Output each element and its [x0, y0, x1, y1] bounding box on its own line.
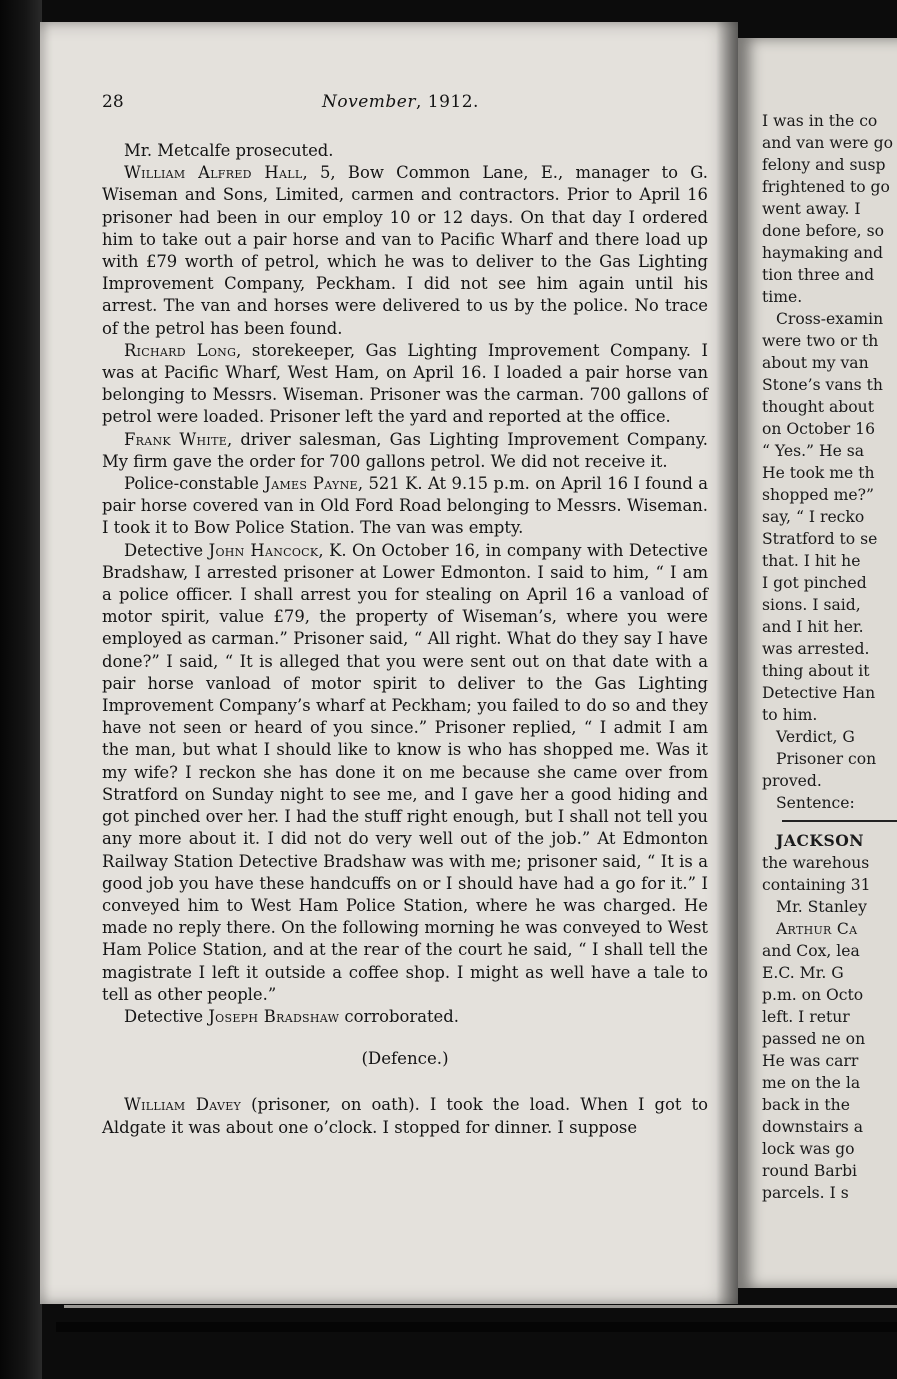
fragment-line: felony and susp: [762, 156, 886, 174]
fragment-line: containing 31: [762, 876, 871, 894]
fragment-line: time.: [762, 288, 803, 306]
witness-name: Frank White: [124, 429, 228, 449]
fragment-line: me on the la: [762, 1074, 861, 1092]
fragment-line: He was carr: [762, 1052, 859, 1070]
fragment-line: shopped me?”: [762, 486, 874, 504]
fragment-line: thing about it: [762, 662, 870, 680]
fragment-line: left. I retur: [762, 1008, 850, 1026]
section-heading-defence: (Defence.): [361, 1049, 449, 1069]
fragment-line: He took me th: [762, 464, 875, 482]
paragraph-hancock: [102, 540, 708, 1006]
fragment-line: Mr. Stanley: [776, 898, 867, 916]
witness-name: William Alfred Hall: [124, 163, 303, 183]
section-rule: [782, 820, 897, 822]
paragraph-long: [102, 340, 708, 429]
fragment-line: were two or th: [762, 332, 879, 350]
paragraph-bradshaw: [102, 1006, 708, 1028]
fragment-line: back in the: [762, 1096, 850, 1114]
paragraph-prosecution: Mr. Metcalfe prosecuted.: [124, 141, 334, 160]
running-date: [322, 92, 479, 112]
paragraph-text: , driver salesman, Gas Lighting Improvement Company. My firm gave the order for 700 gallons petrol. We did not receive it.: [102, 429, 708, 471]
fragment-line: Sentence:: [776, 794, 855, 812]
witness-title: Detective: [124, 1006, 209, 1026]
book-edge-shadow: [0, 0, 42, 1379]
scan-bottom-bar: [56, 1322, 897, 1332]
page-gutter-shadow: [716, 22, 738, 1304]
witness-name: Joseph Bradshaw: [208, 1006, 340, 1026]
fragment-line: lock was go: [762, 1140, 855, 1158]
fragment-line: p.m. on Octo: [762, 986, 864, 1004]
fragment-line: was arrested.: [762, 640, 870, 658]
fragment-line: Arthur Ca: [776, 920, 858, 938]
witness-title: Police-constable: [124, 474, 265, 494]
running-date-month: November: [322, 92, 416, 112]
fragment-line: and van were go: [762, 134, 893, 152]
fragment-line: frightened to go: [762, 178, 890, 196]
witness-name: Richard Long: [124, 340, 237, 360]
paragraph-text: , 5, Bow Common Lane, E., manager to G. Wiseman and Sons, Limited, carmen and contractors. Prior to April 16 prisoner had been in our employ 10 or 12 days. On that day I ordered him to take out a pair horse and van to Pacific Wharf and there load up with £79 worth of petrol, which he was to deliver to the Gas Lighting Improvement Company, Peckham. I did not see him again until his arrest. The van and horses were delivered to us by the police. No trace of the petrol has been found.: [102, 163, 708, 338]
witness-title: Detective: [124, 540, 209, 560]
fragment-line: Cross-examin: [776, 310, 884, 328]
fragment-line: passed ne on: [762, 1030, 866, 1048]
fragment-line: proved.: [762, 772, 822, 790]
fragment-line: haymaking and: [762, 244, 883, 262]
fragment-line: done before, so: [762, 222, 884, 240]
fragment-line: round Barbi: [762, 1162, 858, 1180]
witness-name: William Davey: [124, 1095, 242, 1115]
fragment-line: that. I hit he: [762, 552, 861, 570]
paragraph-hall: [102, 162, 708, 340]
fragment-line: and Cox, lea: [762, 942, 860, 960]
witness-name: John Hancock: [208, 540, 319, 560]
paragraph-text: , 521 K. At 9.15 p.m. on April 16 I found a pair horse covered van in Old Ford Road belonging to Messrs. Wiseman. I took it to Bow Police Station. The van was empty.: [102, 474, 709, 538]
witness-name: James Payne: [264, 474, 358, 494]
paragraph-text: , storekeeper, Gas Lighting Improvement Company. I was at Pacific Wharf, West Ham, on April 16. I loaded a pair horse van belonging to Messrs. Wiseman. Prisoner was the carman. 700 gallons of petrol were loaded. Prisoner left the yard and reported at the office.: [102, 340, 708, 427]
paragraph-davey: [102, 1094, 708, 1138]
paragraph-text: , K. On October 16, in company with Detective Bradshaw, I arrested prisoner at Lower Edmonton. I said to him, “ I am a police officer. I shall arrest you for stealing on April 16 a vanload of motor spirit, value £79, the property of Wiseman’s, where you were employed as carman.” Prisoner said, “ All right. What do they say I have done?” I said, “ It is alleged that you were sent out on that date with a pair horse vanload of motor spirit to deliver to the Gas Lighting Improvement Company’s wharf at Peckham; you failed to do so and they have not seen or heard of you since.” Prisoner replied, “ I admit I am the man, but what I should like to know is who has shopped me. Was it my wife? I reckon she has done it on me because she came over from Stratford on Sunday night to see me, and I gave her a good hiding and got pinched over her. I had the stuff right enough, but I shall not tell you any more about it. I did not do very well out of the job.” At Edmonton Railway Station Detective Bradshaw was with me; prisoner said, “ It is a good job you have these handcuffs on or I should have had a go for it.” I conveyed him to West Ham Police Station, where he was charged. He made no reply there. On the following morning he was conveyed to West Ham Police Station, and at the rear of the court he said, “ I shall tell the magistrate I left it outside a coffee shop. I might as well have a tale to tell as other people.”: [102, 540, 708, 1004]
fragment-line: I got pinched: [762, 574, 867, 592]
facing-page-text: [762, 110, 897, 1204]
paragraph-text: corroborated.: [339, 1006, 459, 1026]
fragment-line: “ Yes.” He sa: [762, 442, 865, 460]
fragment-line: say, “ I recko: [762, 508, 865, 526]
fragment-line: on October 16: [762, 420, 876, 438]
paragraph-payne: [102, 473, 708, 540]
fragment-line: JACKSON: [776, 831, 865, 850]
paragraph-text: (prisoner, on oath). I took the load. When I got to Aldgate it was about one o’clock. I stopped for dinner. I suppose: [102, 1095, 708, 1137]
fragment-line: Prisoner con: [776, 750, 877, 768]
fragment-line: went away. I: [762, 200, 861, 218]
paragraph-white: [102, 429, 708, 473]
fragment-line: about my van: [762, 354, 869, 372]
fragment-line: tion three and: [762, 266, 875, 284]
page-number: 28: [102, 92, 124, 112]
fragment-line: downstairs a: [762, 1118, 864, 1136]
fragment-line: Verdict, G: [776, 728, 855, 746]
fragment-line: Stone’s vans th: [762, 376, 883, 394]
page-bottom-edge: [64, 1305, 897, 1308]
running-date-year: , 1912.: [415, 92, 479, 112]
fragment-line: Stratford to se: [762, 530, 878, 548]
fragment-line: parcels. I s: [762, 1184, 849, 1202]
fragment-line: sions. I said,: [762, 596, 861, 614]
fragment-line: to him.: [762, 706, 818, 724]
fragment-line: I was in the co: [762, 112, 878, 130]
fragment-line: and I hit her.: [762, 618, 864, 636]
fragment-line: Detective Han: [762, 684, 876, 702]
fragment-line: E.C. Mr. G: [762, 964, 844, 982]
running-header: [102, 92, 708, 118]
fragment-line: the warehous: [762, 854, 870, 872]
fragment-line: thought about: [762, 398, 874, 416]
page-body: [102, 140, 708, 1139]
